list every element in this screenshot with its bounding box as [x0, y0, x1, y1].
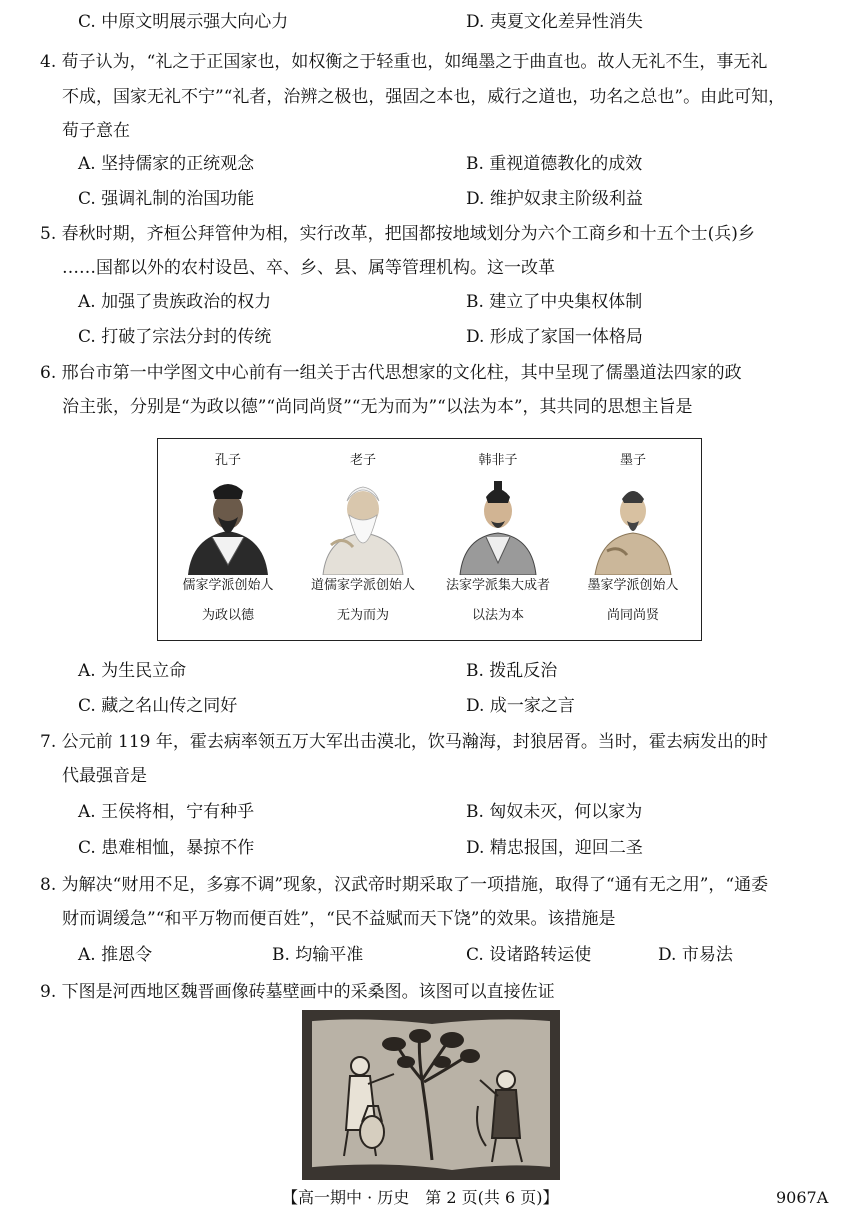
- thinker-idea: 无为而为: [336, 608, 389, 623]
- q8-stem-line1: 8. 为解决“财用不足，多寡不调”现象，汉武帝时期采取了一项措施，取得了“通有无之用”，“通委: [40, 875, 769, 895]
- q7-option-b: B. 匈奴未灭，何以家为: [466, 802, 643, 822]
- thinker-role: 道儒家学派创始人: [310, 578, 415, 593]
- q5-option-a: A. 加强了贵族政治的权力: [78, 292, 272, 312]
- q5-stem-line1: 5. 春秋时期，齐桓公拜管仲为相，实行改革，把国都按地域划分为六个工商乡和十五个士(兵)乡: [40, 224, 755, 244]
- q7-option-c: C. 患难相恤，暴掠不作: [78, 838, 255, 858]
- laozi-portrait-image: [313, 475, 413, 575]
- q6-stem-line1: 6. 邢台市第一中学图文中心前有一组关于古代思想家的文化柱，其中呈现了儒墨道法四家的政: [40, 363, 742, 383]
- page-footer-code: 9067A: [776, 1188, 829, 1207]
- thinker-name: 孔子: [214, 453, 241, 468]
- q4-stem-line2: 不成，国家无礼不宁”“礼者，治辨之极也，强固之本也，威行之道也，功名之总也”。由此可知，: [62, 87, 786, 107]
- q4-stem-line3: 荀子意在: [62, 121, 130, 141]
- thinker-role: 法家学派集大成者: [445, 578, 550, 593]
- q6-stem-line2: 治主张，分别是“为政以德”“尚同尚贤”“无为而为”“以法为本”，其共同的思想主旨是: [62, 397, 693, 417]
- q6-option-b: B. 拨乱反治: [466, 661, 558, 681]
- q5-option-b: B. 建立了中央集权体制: [466, 292, 643, 312]
- q9-stem-line1: 9. 下图是河西地区魏晋画像砖墓壁画中的采桑图。该图可以直接佐证: [40, 982, 555, 1002]
- q6-option-c: C. 藏之名山传之同好: [78, 696, 238, 716]
- q5-option-c: C. 打破了宗法分封的传统: [78, 327, 272, 347]
- q8-option-c: C. 设诸路转运使: [466, 945, 592, 965]
- q6-option-a: A. 为生民立命: [78, 661, 187, 681]
- q7-stem-line1: 7. 公元前 119 年，霍去病率领五万大军出击漠北，饮马瀚海，封狼居胥。当时，霍去病发出的时: [40, 732, 768, 752]
- thinker-name: 老子: [349, 453, 376, 468]
- q7-option-d: D. 精忠报国，迎回二圣: [466, 838, 643, 858]
- q8-option-a: A. 推恩令: [78, 945, 153, 965]
- mozi-portrait-image: [583, 475, 683, 575]
- q3-option-d: D. 夷夏文化差异性消失: [466, 12, 643, 32]
- q8-option-d: D. 市易法: [658, 945, 733, 965]
- thinker-idea: 以法为本: [471, 608, 524, 623]
- hanfeizi-portrait-image: [448, 475, 548, 575]
- thinker-name: 墨子: [619, 453, 646, 468]
- thinkers-figure: [157, 438, 702, 641]
- q4-option-c: C. 强调礼制的治国功能: [78, 189, 255, 209]
- q8-option-b: B. 均输平准: [272, 945, 364, 965]
- thinker-name: 韩非子: [478, 453, 518, 468]
- confucius-portrait-image: [178, 475, 278, 575]
- q4-option-b: B. 重视道德教化的成效: [466, 154, 643, 174]
- q4-option-d: D. 维护奴隶主阶级利益: [466, 189, 643, 209]
- page-footer-title: 【高一期中 · 历史 第 2 页(共 6 页)】: [282, 1188, 559, 1207]
- q8-stem-line2: 财而调缓急”“和平万物而便百姓”，“民不益赋而天下饶”的效果。该措施是: [62, 909, 616, 929]
- q4-option-a: A. 坚持儒家的正统观念: [78, 154, 255, 174]
- thinker-role: 墨家学派创始人: [587, 578, 679, 593]
- q3-option-c: C. 中原文明展示强大向心力: [78, 12, 289, 32]
- thinker-idea: 尚同尚贤: [606, 608, 659, 623]
- thinker-role: 儒家学派创始人: [182, 578, 274, 593]
- q7-option-a: A. 王侯将相，宁有种乎: [78, 802, 255, 822]
- q6-option-d: D. 成一家之言: [466, 696, 575, 716]
- mulberry-picking-mural-image: [302, 1010, 560, 1180]
- q5-option-d: D. 形成了家国一体格局: [466, 327, 643, 347]
- q7-stem-line2: 代最强音是: [62, 766, 147, 786]
- q4-stem-line1: 4. 荀子认为，“礼之于正国家也，如权衡之于轻重也，如绳墨之于曲直也。故人无礼不生，事无礼: [40, 52, 768, 72]
- thinker-idea: 为政以德: [201, 608, 254, 623]
- q5-stem-line2: ……国都以外的农村设邑、卒、乡、县、属等管理机构。这一改革: [62, 258, 555, 278]
